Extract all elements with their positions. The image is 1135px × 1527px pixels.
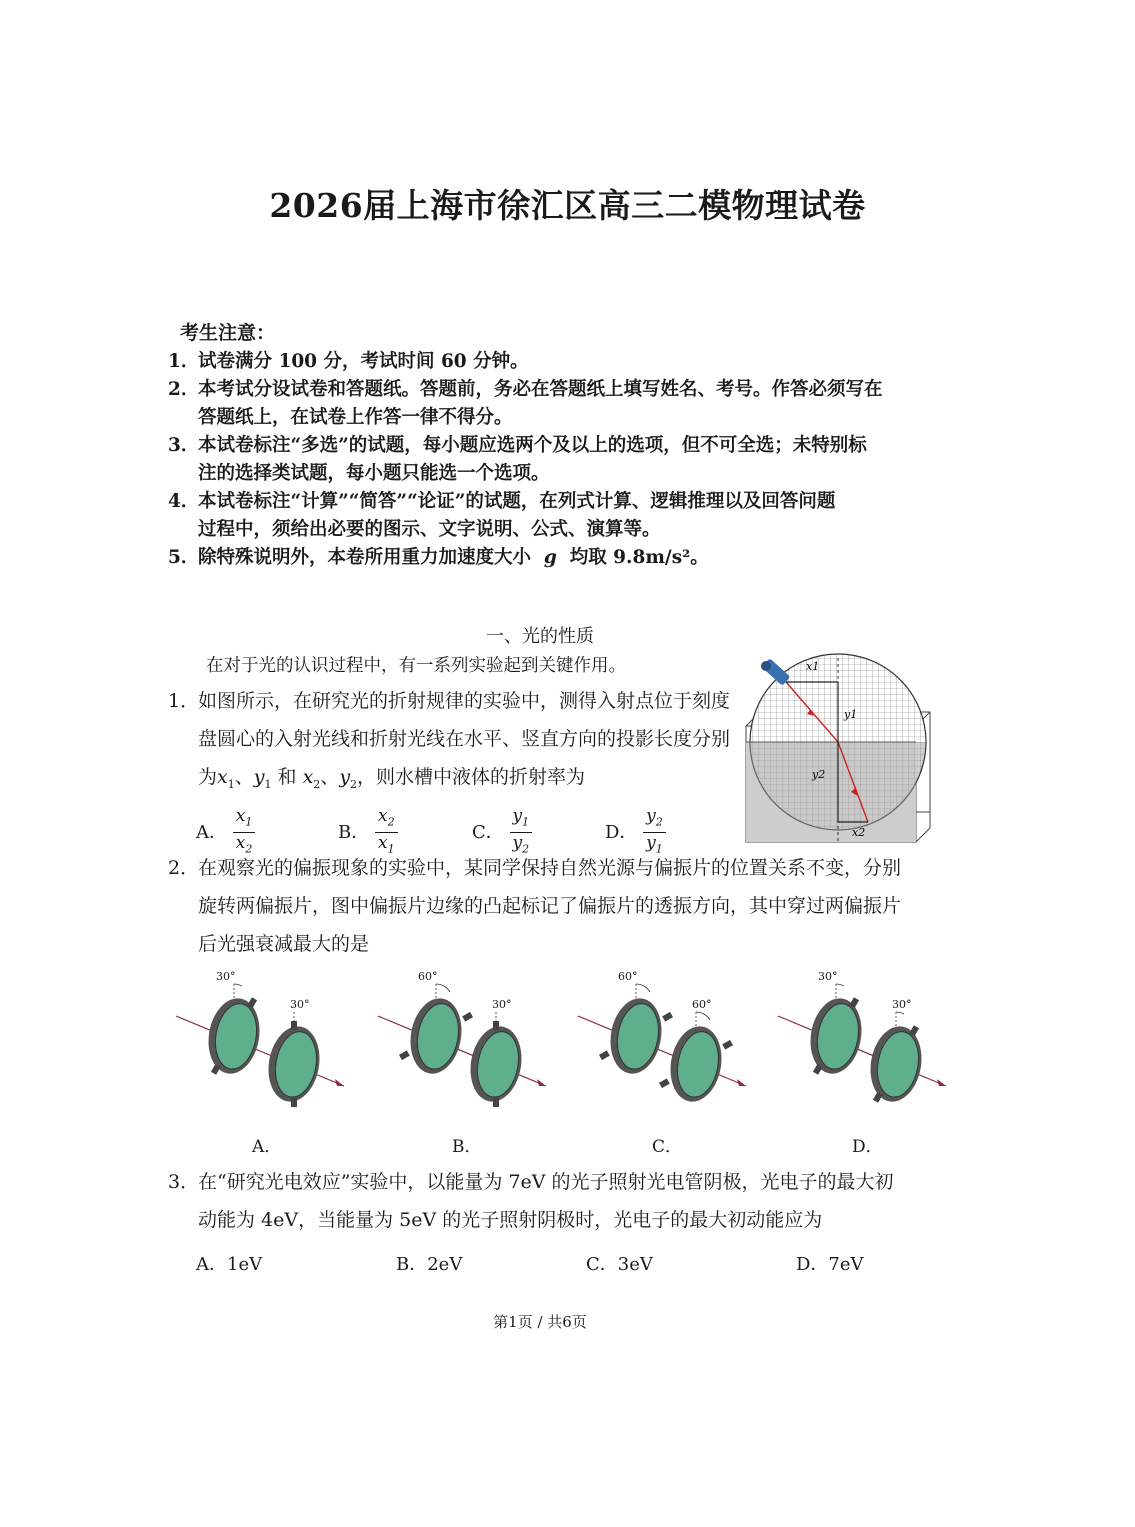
fig-label-y1: y1 <box>844 708 858 721</box>
polarizer-2 <box>865 998 927 1106</box>
notice-item-3: 3．本试卷标注“多选”的试题，每小题应选两个及以上的选项，但不可全选；未特别标 <box>168 435 867 456</box>
q2-option-c[interactable]: C． <box>652 1137 683 1157</box>
q1-option-b[interactable]: B． $\frac{x_2}{x_1}$ <box>338 806 398 860</box>
angle-label: 30° <box>492 998 512 1011</box>
angle-label: 60° <box>618 970 638 983</box>
angle-label: 60° <box>692 998 712 1011</box>
notice-item-4: 4．本试卷标注“计算”“简答”“论证”的试题，在列式计算、逻辑推理以及回答问题 <box>168 491 836 512</box>
polarizer-figure-c[interactable] <box>574 970 754 1128</box>
notice-list: 1．试卷满分 100 分，考试时间 60 分钟。 2．本考试分设试卷和答题纸。答题前，务必在答题纸上填写姓名、考号。作答必须写在 答题纸上，在试卷上作答一律不得分。 3．本试卷标注“多选”的试题，每小题应选两个及以上的选项，但不可全选；未特别标 注的选择类试题，每小题只能选一个选项。 4．本试卷标注“计算”“简答”“论证”的试题，在列式计算、逻辑推理以及回答问题 过程中，须给出必要的图示、文字说明、公式、演算等。 5．除特殊说明外，本卷所用重力加速度大小 g 均取 9.8m/s²。 <box>168 348 928 572</box>
polarizer-1 <box>599 970 673 1078</box>
polarizer-1 <box>203 970 265 1078</box>
polarizer-figures <box>172 970 962 1168</box>
question-3: 3．在“研究光电效应”实验中，以能量为 7eV 的光子照射光电管阴极，光电子的最大初 动能为 4eV，当能量为 5eV 的光子照射阴极时，光电子的最大初动能应为 <box>168 1171 894 1231</box>
polarizer-2 <box>263 998 325 1107</box>
polarizer-figure-b[interactable] <box>374 970 554 1128</box>
angle-label: 30° <box>290 998 310 1011</box>
fig-label-y2: y2 <box>812 768 826 781</box>
angle-label: 30° <box>892 998 912 1011</box>
q2-option-a[interactable]: A． <box>252 1137 282 1157</box>
angle-label: 30° <box>818 970 838 983</box>
page-title: 2026届上海市徐汇区高三二模物理试卷 <box>269 186 866 225</box>
section-title: 一、光的性质 <box>486 626 594 647</box>
notice-item-5: 5．除特殊说明外，本卷所用重力加速度大小 g 均取 9.8m/s²。 <box>168 547 709 568</box>
page-footer: 第1页 / 共6页 <box>493 1313 587 1331</box>
angle-label: 60° <box>418 970 438 983</box>
notice-item-2: 2．本考试分设试卷和答题纸。答题前，务必在答题纸上填写姓名、考号。作答必须写在 <box>168 379 883 400</box>
polarizer-2 <box>465 998 527 1107</box>
refraction-figure <box>740 652 940 848</box>
q2-option-b[interactable]: B． <box>452 1137 482 1157</box>
section-intro: 在对于光的认识过程中，有一系列实验起到关键作用。 <box>206 656 626 676</box>
notice-heading: 考生注意： <box>180 322 276 344</box>
q1-option-c[interactable]: C． $\frac{y_1}{y_2}$ <box>472 806 532 860</box>
q3-option-d[interactable]: D．7eV <box>796 1254 864 1275</box>
polarizer-1 <box>805 970 867 1078</box>
polarizer-figure-a[interactable] <box>172 970 352 1128</box>
q3-option-c[interactable]: C．3eV <box>586 1254 653 1275</box>
fig-label-x2: x2 <box>852 826 866 839</box>
question-2: 2．在观察光的偏振现象的实验中，某同学保持自然光源与偏振片的位置关系不变，分别 旋转两偏振片，图中偏振片边缘的凸起标记了偏振片的透振方向，其中穿过两偏振片 后光强衰减最大的是 <box>168 857 902 955</box>
q1-option-a[interactable]: A． $\frac{x_1}{x_2}$ <box>196 806 255 860</box>
angle-label: 30° <box>216 970 236 983</box>
q2-option-d[interactable]: D． <box>852 1137 883 1157</box>
fig-label-x1: x1 <box>806 660 820 673</box>
question-1: 1．如图所示，在研究光的折射规律的实验中，测得入射点位于刻度 盘圆心的入射光线和折射光线在水平、竖直方向的投影长度分别 为$x_1$、$y_1$ 和 $x_2$、$y_2$，则水槽中液体的折射率为 <box>168 690 731 791</box>
polarizer-figure-d[interactable] <box>774 970 954 1128</box>
q3-option-b[interactable]: B．2eV <box>396 1254 463 1275</box>
q1-option-d[interactable]: D． $\frac{y_2}{y_1}$ <box>605 806 666 860</box>
q3-option-a[interactable]: A．1eV <box>196 1254 263 1275</box>
polarizer-1 <box>399 970 473 1078</box>
notice-item-1: 1．试卷满分 100 分，考试时间 60 分钟。 <box>168 351 529 372</box>
